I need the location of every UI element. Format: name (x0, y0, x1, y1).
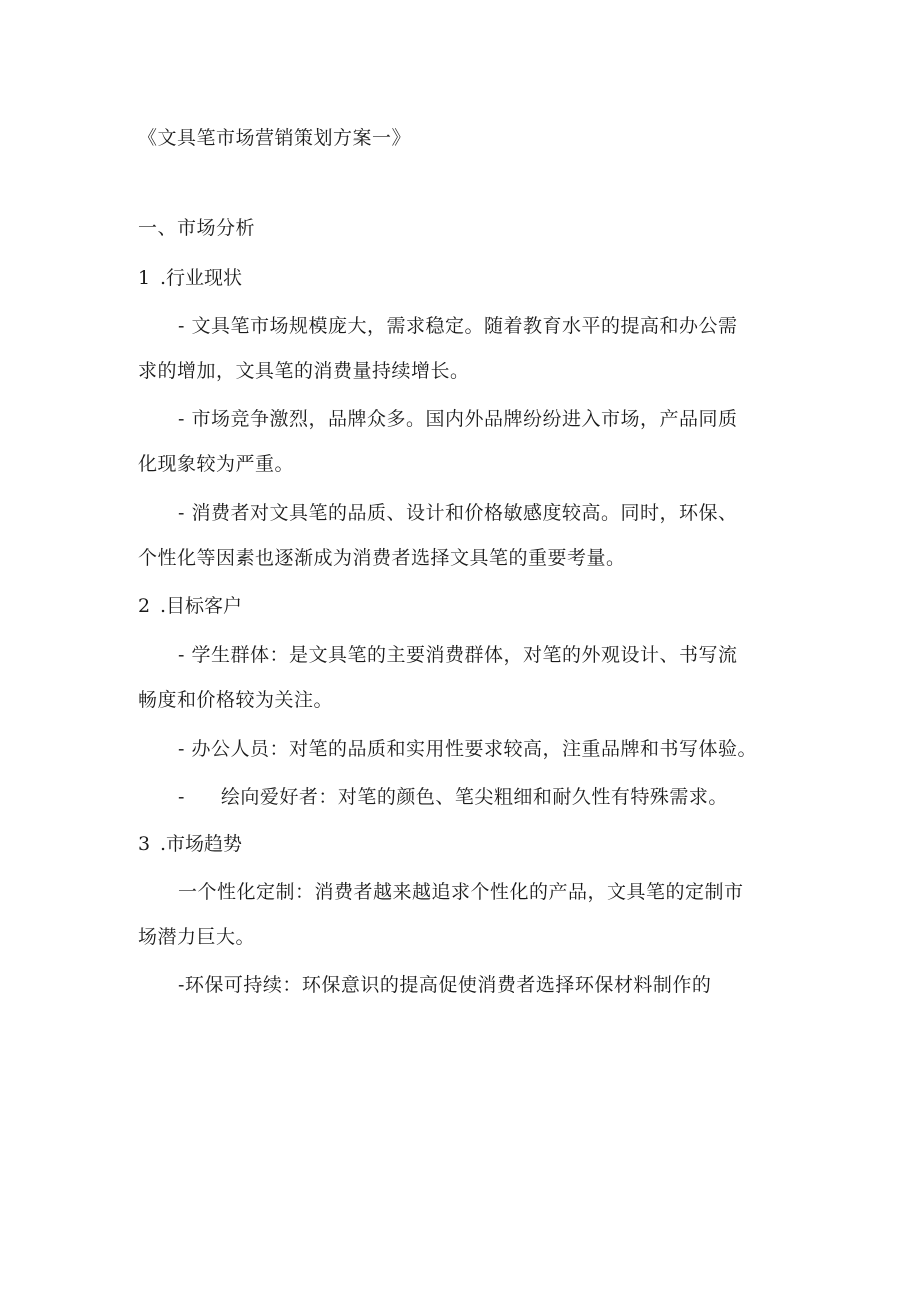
subsection-title: .市场趋势 (160, 833, 243, 855)
paragraph-line: - 办公人员：对笔的品质和实用性要求较高，注重品牌和书写体验。 (178, 738, 757, 760)
paragraph-line: - 市场竞争激烈，品牌众多。国内外品牌纷纷进入市场，产品同质 (178, 408, 738, 430)
subsection-heading-market-trends (138, 832, 242, 856)
paragraph-line: 一个性化定制：消费者越来越追求个性化的产品，文具笔的定制市 (178, 881, 744, 903)
subsection-title: .目标客户 (160, 595, 243, 617)
bullet-text: 绘向爱好者：对笔的颜色、笔尖粗细和耐久性有特殊需求。 (220, 786, 728, 808)
section-heading-market-analysis: 一、市场分析 (138, 217, 256, 239)
bullet-dash: - (178, 786, 185, 808)
paragraph-line: - 学生群体：是文具笔的主要消费群体，对笔的外观设计、书写流 (178, 644, 738, 666)
paragraph-line: -环保可持续：环保意识的提高促使消费者选择环保材料制作的 (178, 974, 712, 996)
subsection-heading-industry-status (138, 266, 242, 290)
paragraph-line: - 消费者对文具笔的品质、设计和价格敏感度较高。同时，环保、 (178, 502, 738, 524)
paragraph-line: 畅度和价格较为关注。 (138, 689, 334, 711)
subsection-heading-target-customers (138, 594, 242, 618)
paragraph-line: 场潜力巨大。 (138, 926, 256, 948)
paragraph-line (178, 785, 728, 809)
subsection-number: 1 (138, 267, 151, 289)
subsection-number: 2 (138, 595, 151, 617)
document-title: 《文具笔市场营销策划方案一》 (138, 127, 412, 149)
paragraph-line: 个性化等因素也逐渐成为消费者选择文具笔的重要考量。 (138, 547, 626, 569)
subsection-title: .行业现状 (160, 267, 243, 289)
paragraph-line: 化现象较为严重。 (138, 453, 295, 475)
subsection-number: 3 (138, 833, 151, 855)
paragraph-line: 求的增加，文具笔的消费量持续增长。 (138, 360, 470, 382)
paragraph-line: - 文具笔市场规模庞大，需求稳定。随着教育水平的提高和办公需 (178, 315, 738, 337)
